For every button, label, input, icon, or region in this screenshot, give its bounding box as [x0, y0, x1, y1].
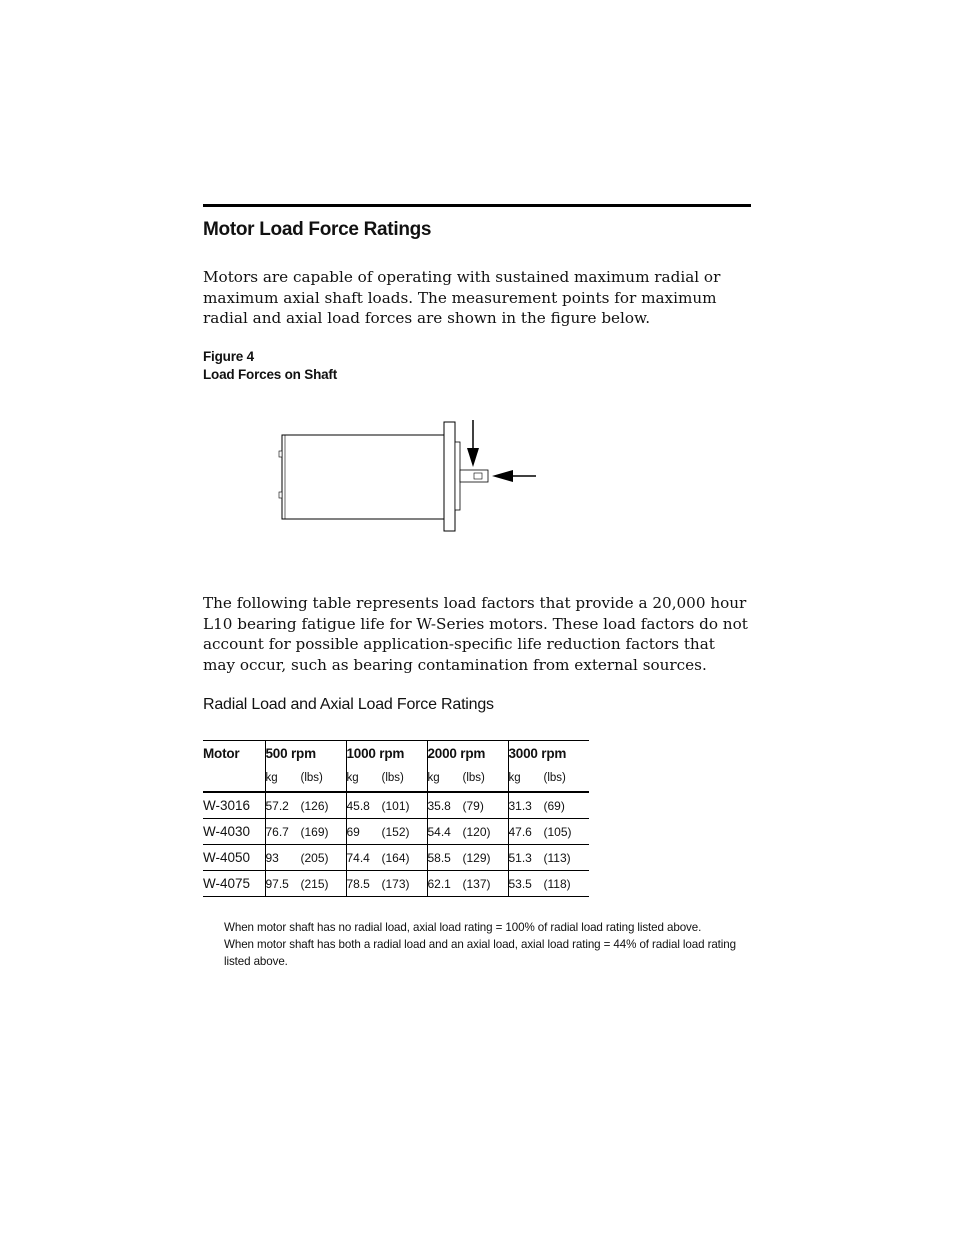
- rating-lbs: (173): [381, 876, 410, 891]
- table-row: [203, 792, 589, 819]
- rating-lbs: (205): [300, 850, 329, 865]
- rating-kg: 78.5: [346, 876, 370, 891]
- motor-column-header: Motor: [203, 745, 240, 761]
- rating-kg: 53.5: [508, 876, 532, 891]
- rating-kg: 93: [265, 850, 279, 865]
- rating-kg: 74.4: [346, 850, 370, 865]
- rating-cell: [427, 792, 508, 819]
- rating-lbs: (169): [300, 824, 329, 839]
- section-heading: Motor Load Force Ratings: [203, 219, 432, 240]
- rating-kg: 57.2: [265, 798, 289, 813]
- speed-header-1000: 1000 rpm: [346, 741, 427, 766]
- table-row: [203, 819, 589, 845]
- speed-header-2000: 2000 rpm: [427, 741, 508, 766]
- rating-kg: 97.5: [265, 876, 289, 891]
- motor-pilot: [455, 442, 460, 510]
- rating-lbs: (105): [543, 824, 572, 839]
- table-row: [203, 845, 589, 871]
- rating-cell: [508, 845, 589, 871]
- rating-kg: 69: [346, 824, 360, 839]
- rating-kg: 76.7: [265, 824, 289, 839]
- rating-lbs: (113): [543, 850, 571, 865]
- unit-kg: kg: [427, 772, 440, 784]
- motor-rear-tab-bottom: [279, 492, 282, 498]
- rating-kg: 58.5: [427, 850, 451, 865]
- rating-lbs: (79): [462, 798, 484, 813]
- units-cell: [265, 765, 346, 792]
- units-header-row: [203, 765, 589, 792]
- rating-kg: 51.3: [508, 850, 532, 865]
- rating-lbs: (215): [300, 876, 329, 891]
- table-header-row: [203, 741, 589, 766]
- rating-cell: [427, 871, 508, 897]
- axial-load-arrow-head: [492, 470, 513, 482]
- rating-lbs: (118): [543, 876, 571, 891]
- section-rule: [203, 204, 751, 207]
- unit-kg: kg: [346, 772, 359, 784]
- rating-cell: [346, 792, 427, 819]
- load-ratings-table: [203, 740, 589, 897]
- table-row: [203, 871, 589, 897]
- rating-lbs: (152): [381, 824, 410, 839]
- motor-flange: [444, 422, 455, 531]
- note-combined-load: When motor shaft has both a radial load and an axial load, axial load rating = 44% of radial load rating listed above.: [224, 938, 736, 968]
- units-cell: [346, 765, 427, 792]
- rating-cell: [427, 845, 508, 871]
- unit-lbs: (lbs): [300, 772, 323, 784]
- figure-title: Load Forces on Shaft: [203, 367, 338, 382]
- motor-model: W-3016: [203, 798, 251, 813]
- note-no-radial-load: When motor shaft has no radial load, axial load rating = 100% of radial load rating listed above.: [224, 921, 702, 934]
- motor-model: W-4075: [203, 876, 251, 891]
- rating-lbs: (164): [381, 850, 410, 865]
- rating-lbs: (120): [462, 824, 491, 839]
- figure-number: Figure 4: [203, 349, 254, 364]
- rating-kg: 62.1: [427, 876, 451, 891]
- rating-cell: [346, 819, 427, 845]
- rating-cell: [265, 845, 346, 871]
- radial-load-arrow-head: [467, 448, 479, 467]
- rating-kg: 31.3: [508, 798, 532, 813]
- shaft-key: [474, 473, 482, 479]
- unit-kg: kg: [508, 772, 521, 784]
- speed-header-3000: 3000 rpm: [508, 741, 589, 766]
- rating-kg: 45.8: [346, 798, 370, 813]
- units-cell: [508, 765, 589, 792]
- rating-lbs: (101): [381, 798, 410, 813]
- units-spacer: [203, 765, 265, 792]
- unit-lbs: (lbs): [381, 772, 404, 784]
- rating-cell: [508, 871, 589, 897]
- unit-lbs: (lbs): [462, 772, 485, 784]
- rating-lbs: (69): [543, 798, 565, 813]
- rating-cell: [346, 871, 427, 897]
- table-title: Radial Load and Axial Load Force Ratings: [203, 696, 494, 713]
- rating-cell: [265, 792, 346, 819]
- rating-kg: 35.8: [427, 798, 451, 813]
- unit-lbs: (lbs): [543, 772, 566, 784]
- motor-load-diagram: [270, 410, 550, 540]
- speed-header-500: 500 rpm: [265, 741, 346, 766]
- unit-kg: kg: [265, 772, 278, 784]
- rating-cell: [508, 792, 589, 819]
- table-intro-paragraph: The following table represents load factors that provide a 20,000 hour L10 bearing fatigue life for W-Series motors. These load factors do not account for possible application-specific life reduction factors that may occur, such as bearing contamination from external sources.: [203, 594, 748, 674]
- rating-kg: 54.4: [427, 824, 451, 839]
- rating-cell: [427, 819, 508, 845]
- motor-model: W-4030: [203, 824, 251, 839]
- rating-cell: [508, 819, 589, 845]
- intro-paragraph: Motors are capable of operating with sustained maximum radial or maximum axial shaft loads. The measurement points for maximum radial and axial load forces are shown in the figure below.: [203, 268, 721, 328]
- rating-lbs: (129): [462, 850, 491, 865]
- motor-rear-tab-top: [279, 451, 282, 457]
- rating-kg: 47.6: [508, 824, 532, 839]
- units-cell: [427, 765, 508, 792]
- rating-cell: [346, 845, 427, 871]
- rating-lbs: (137): [462, 876, 491, 891]
- rating-cell: [265, 819, 346, 845]
- rating-cell: [265, 871, 346, 897]
- rating-lbs: (126): [300, 798, 329, 813]
- table-notes: [224, 919, 751, 970]
- motor-model: W-4050: [203, 850, 251, 865]
- motor-body: [282, 435, 444, 519]
